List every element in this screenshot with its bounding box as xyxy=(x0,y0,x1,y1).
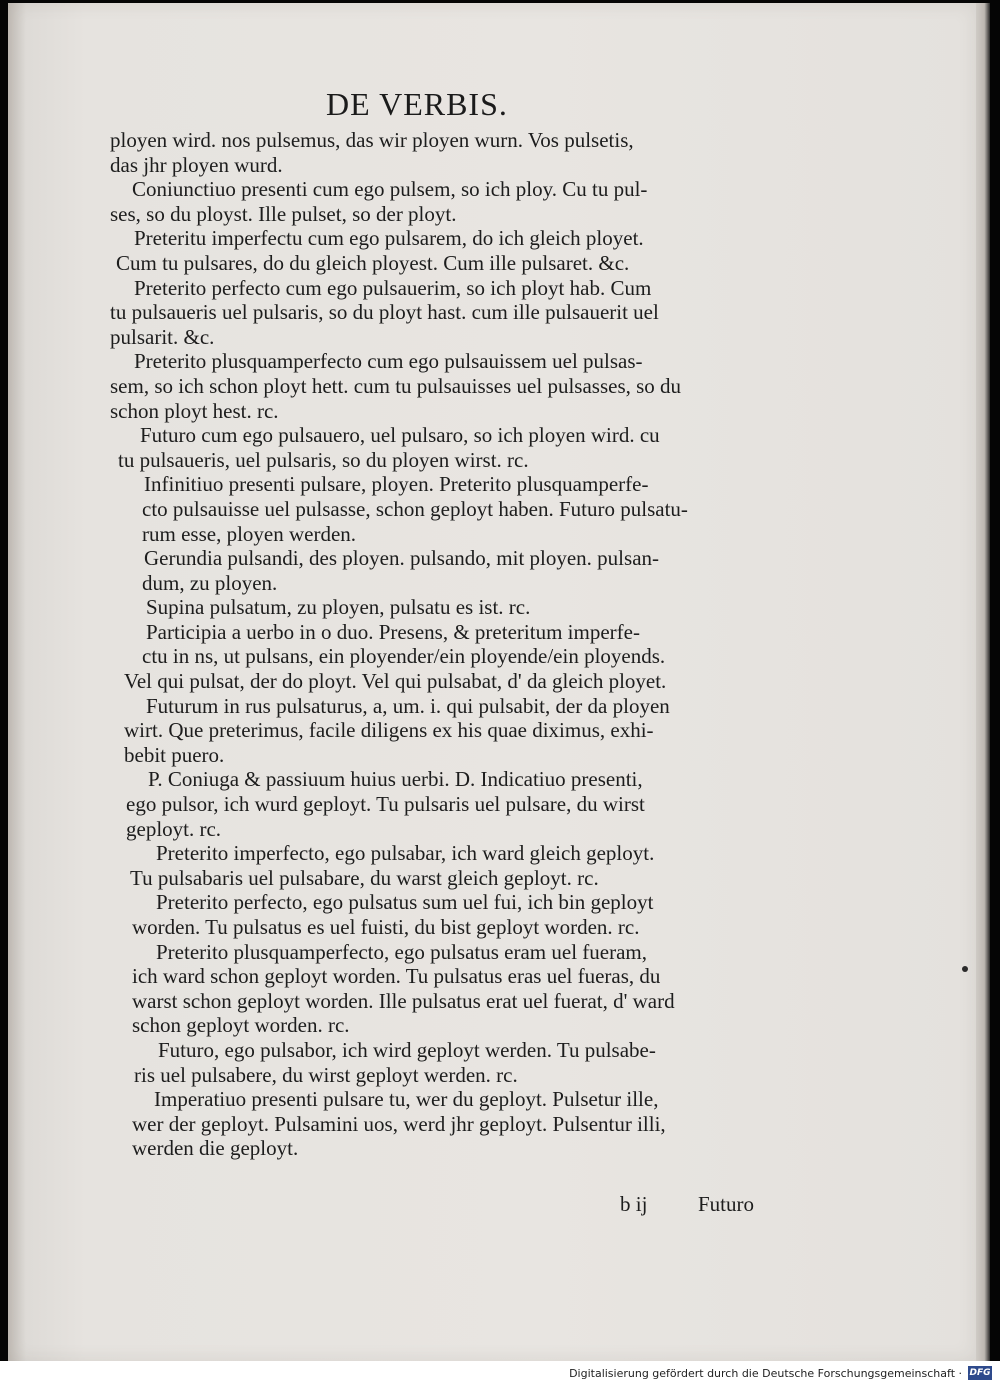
text-line: schon geployt worden. rc. xyxy=(132,1013,350,1038)
text-line: warst schon geployt worden. Ille pulsatus erat uel fuerat, d' ward xyxy=(132,988,675,1013)
text-line: ich ward schon geployt worden. Tu pulsatus eras uel fueras, du xyxy=(132,964,661,989)
page-edge xyxy=(976,3,990,1361)
funding-notice: Digitalisierung gefördert durch die Deutsche Forschungsgemeinschaft · xyxy=(569,1367,962,1380)
page-gutter-shadow xyxy=(8,3,26,1361)
body-text xyxy=(110,128,790,1161)
text-line: Vel qui pulsat, der do ployt. Vel qui pulsabat, d' da gleich ployet. xyxy=(124,669,667,694)
digitization-footer xyxy=(0,1361,1000,1389)
text-line: ris uel pulsabere, du wirst geployt werden. rc. xyxy=(134,1062,518,1087)
text-line: Preterito plusquamperfecto cum ego pulsauissem uel pulsas- xyxy=(134,349,643,374)
text-line: Participia a uerbo in o duo. Presens, & preteritum imperfe- xyxy=(146,619,640,644)
text-line: Gerundia pulsandi, des ployen. pulsando, mit ployen. pulsan- xyxy=(144,546,660,571)
text-line: schon ployt hest. rc. xyxy=(110,398,279,423)
text-line: tu pulsaueris uel pulsaris, so du ployt hast. cum ille pulsauerit uel xyxy=(110,300,659,325)
text-line: Infinitiuo presenti pulsare, ployen. Preterito plusquamperfe- xyxy=(144,472,649,497)
text-line: dum, zu ployen. xyxy=(142,570,278,595)
text-line: Preterito perfecto, ego pulsatus sum uel fui, ich bin geployt xyxy=(156,890,654,915)
text-line: das jhr ployen wurd. xyxy=(110,152,283,177)
text-line: ctu in ns, ut pulsans, ein ployender/ein ployende/ein ployends. xyxy=(142,644,666,669)
text-line: ses, so du ployst. Ille pulset, so der ployt. xyxy=(110,201,457,226)
text-line: ployen wird. nos pulsemus, das wir ployen wurn. Vos pulsetis, xyxy=(110,128,634,152)
text-line: sem, so ich schon ployt hett. cum tu pulsauisses uel pulsasses, so du xyxy=(110,373,682,398)
text-line: Preteritu imperfectu cum ego pulsarem, do ich gleich ployet. xyxy=(134,226,644,251)
running-head: DE VERBIS. xyxy=(326,86,508,122)
text-line: wer der geployt. Pulsamini uos, werd jhr geployt. Pulsentur illi, xyxy=(132,1111,666,1136)
text-line: geployt. rc. xyxy=(126,816,222,841)
text-line: tu pulsaueris, uel pulsaris, so du ployen wirst. rc. xyxy=(118,447,529,472)
dfg-logo-icon: DFG xyxy=(969,1368,991,1378)
catchword: Futuro xyxy=(698,1192,755,1216)
text-line: Futuro, ego pulsabor, ich wird geployt werden. Tu pulsabe- xyxy=(158,1037,656,1062)
text-line: ego pulsor, ich wurd geployt. Tu pulsaris uel pulsare, du wirst xyxy=(126,792,645,817)
text-line: Tu pulsabaris uel pulsabare, du warst gleich geployt. rc. xyxy=(130,865,599,890)
text-line: Supina pulsatum, zu ployen, pulsatu es ist. rc. xyxy=(146,595,531,620)
signature-mark: b ij xyxy=(620,1192,648,1216)
text-line: bebit puero. xyxy=(124,742,225,767)
text-line: Imperatiuo presenti pulsare tu, wer du geployt. Pulsetur ille, xyxy=(154,1087,659,1112)
text-line: werden die geployt. xyxy=(132,1136,299,1161)
text-line: rum esse, ployen werden. xyxy=(142,521,357,546)
text-line: Futuro cum ego pulsauero, uel pulsaro, so ich ployen wird. cu xyxy=(140,423,660,448)
text-line: wirt. Que preterimus, facile diligens ex his quae diximus, exhi- xyxy=(124,718,654,743)
text-line: Preterito plusquamperfecto, ego pulsatus eram uel fueram, xyxy=(156,939,647,964)
text-line: Cum tu pulsares, do du gleich ployest. Cum ille pulsaret. &c. xyxy=(116,250,630,275)
text-line: Preterito imperfecto, ego pulsabar, ich ward gleich geployt. xyxy=(156,841,655,866)
ink-spot xyxy=(962,966,968,972)
text-line: cto pulsauisse uel pulsasse, schon geployt haben. Futuro pulsatu- xyxy=(142,496,688,521)
text-line: Futurum in rus pulsaturus, a, um. i. qui pulsabit, der da ployen xyxy=(146,693,670,718)
text-line: Preterito perfecto cum ego pulsauerim, so ich ployt hab. Cum xyxy=(134,275,652,300)
text-line: pulsarit. &c. xyxy=(110,324,215,349)
text-line: Coniunctiuo presenti cum ego pulsem, so ich ploy. Cu tu pul- xyxy=(132,177,648,202)
text-line: P. Coniuga & passiuum huius uerbi. D. Indicatiuo presenti, xyxy=(148,767,643,792)
text-line: worden. Tu pulsatus es uel fuisti, du bist geployt worden. rc. xyxy=(132,915,640,939)
